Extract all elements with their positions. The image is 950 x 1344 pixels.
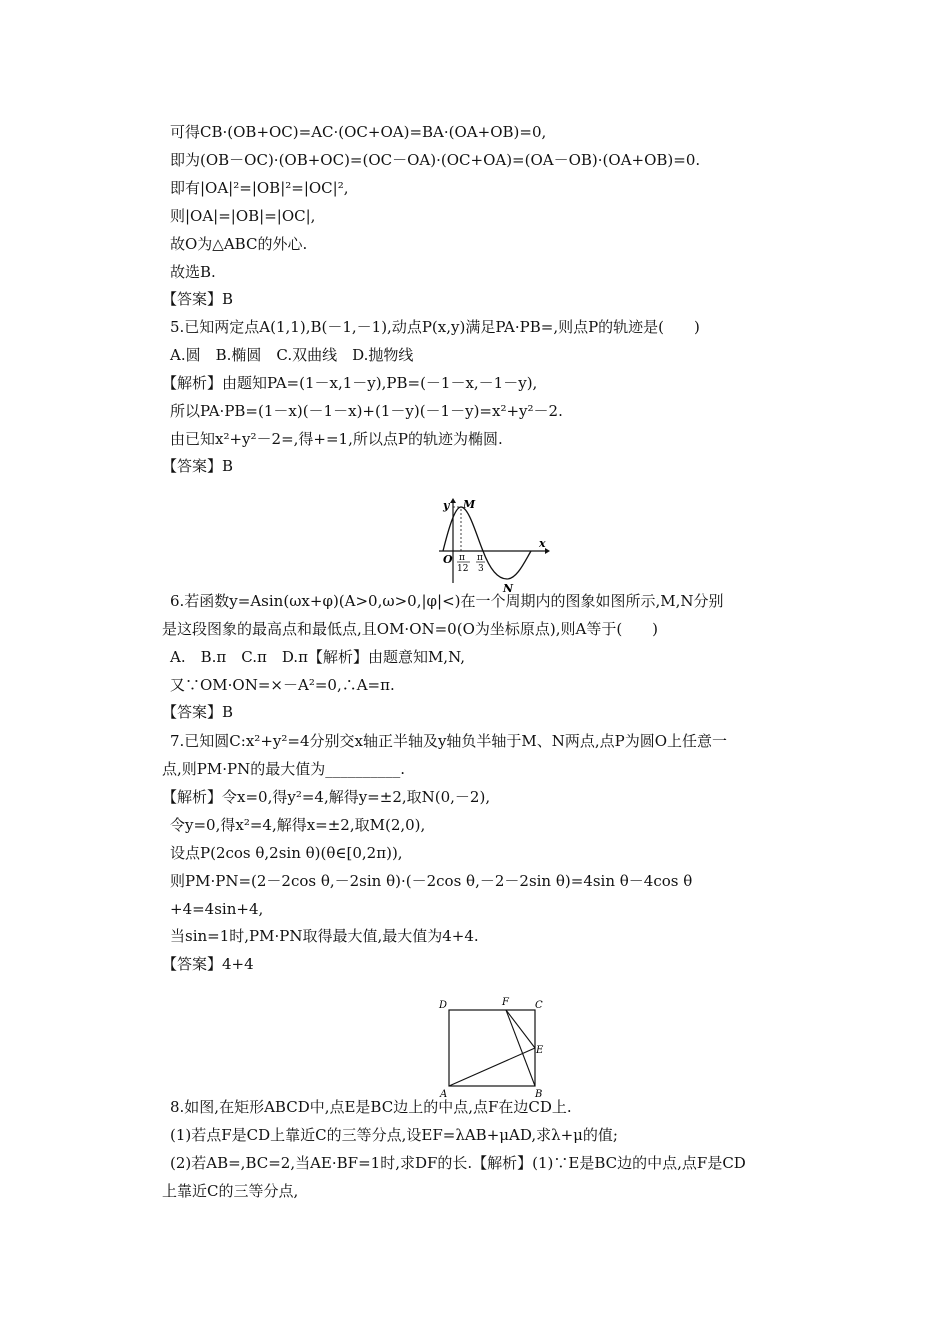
tick-1-numerator: π [459,553,465,563]
point-m-label: M [463,498,476,511]
solution-line: 【解析】令x=0,得y²=4,解得y=±2,取N(0,－2), [162,788,491,806]
rectangle-figure [436,995,548,1100]
vertex-f-label: F [502,997,509,1008]
question-8: 8.如图,在矩形ABCD中,点E是BC边上的中点,点F在边CD上. [170,1098,572,1116]
tick-2-numerator: π [477,553,483,563]
sine-graph-figure [435,497,550,595]
question-8-part-2: (2)若AB=,BC=2,当AE·BF=1时,求DF的长.【解析】(1)∵E是BC边的中点,点F是CD [170,1154,746,1172]
text-line: 故选B. [170,263,216,281]
question-5: 5.已知两定点A(1,1),B(－1,－1),动点P(x,y)满足PA·PB=,则点P的轨迹是( ) [170,318,700,336]
solution-line: 【解析】由题知PA=(1－x,1－y),PB=(－1－x,－1－y), [162,374,538,392]
question-5-options: A.圆 B.椭圆 C.双曲线 D.抛物线 [170,346,414,364]
vertex-a-label: A [440,1089,448,1100]
text-line: 当sin=1时,PM·PN取得最大值,最大值为4+4. [170,927,479,945]
question-6-options: A. B.π C.π D.π【解析】由题意知M,N, [170,648,465,666]
tick-1-denominator: 12 [457,564,469,574]
answer-line: 【答案】B [162,457,234,475]
text-line: 是这段图象的最高点和最低点,且OM·ON=0(O为坐标原点),则A等于( ) [162,620,659,638]
origin-label: O [443,553,453,566]
text-line: 上靠近C的三等分点, [162,1182,299,1200]
text-line: 则|OA|=|OB|=|OC|, [170,207,316,225]
point-n-label: N [503,582,514,595]
text-line: 可得CB·(OB+OC)=AC·(OC+OA)=BA·(OA+OB)=0, [170,123,547,141]
tick-2-denominator: 3 [478,564,484,574]
y-axis-label: y [443,499,450,512]
text-line: 令y=0,得x²=4,解得x=±2,取M(2,0), [170,816,426,834]
text-line: 设点P(2cos θ,2sin θ)(θ∈[0,2π)), [170,844,403,862]
text-line: 故O为△ABC的外心. [170,235,308,253]
answer-line: 【答案】4+4 [162,955,254,973]
text-line: 又∵OM·ON=×－A²=0,∴A=π. [170,676,395,694]
text-line: 所以PA·PB=(1－x)(－1－x)+(1－y)(－1－y)=x²+y²－2. [170,402,563,420]
question-7: 7.已知圆C:x²+y²=4分别交x轴正半轴及y轴负半轴于M、N两点,点P为圆O上任意一 [170,732,728,750]
question-6: 6.若函数y=Asin(ωx+φ)(A>0,ω>0,|φ|<)在一个周期内的图象如图所示,M,N分别 [170,592,724,610]
question-8-part-1: (1)若点F是CD上靠近C的三等分点,设EF=λAB+μAD,求λ+μ的值; [170,1126,618,1144]
text-line: +4=4sin+4, [170,900,264,918]
text-line: 即为(OB－OC)·(OB+OC)=(OC－OA)·(OC+OA)=(OA－OB)·(OA+OB)=0. [170,151,701,169]
answer-line: 【答案】B [162,290,234,308]
text-line: 则PM·PN=(2－2cos θ,－2sin θ)·(－2cos θ,－2－2sin θ)=4sin θ－4cos θ [170,872,693,890]
answer-line: 【答案】B [162,703,234,721]
text-line: 由已知x²+y²－2=,得+=1,所以点P的轨迹为椭圆. [170,430,503,448]
vertex-c-label: C [535,1000,543,1011]
vertex-b-label: B [535,1089,543,1100]
vertex-d-label: D [439,1000,448,1011]
text-line: 点,则PM·PN的最大值为__________. [162,760,405,778]
text-line: 即有|OA|²=|OB|²=|OC|², [170,179,349,197]
vertex-e-label: E [536,1045,544,1056]
x-axis-label: x [539,537,546,550]
